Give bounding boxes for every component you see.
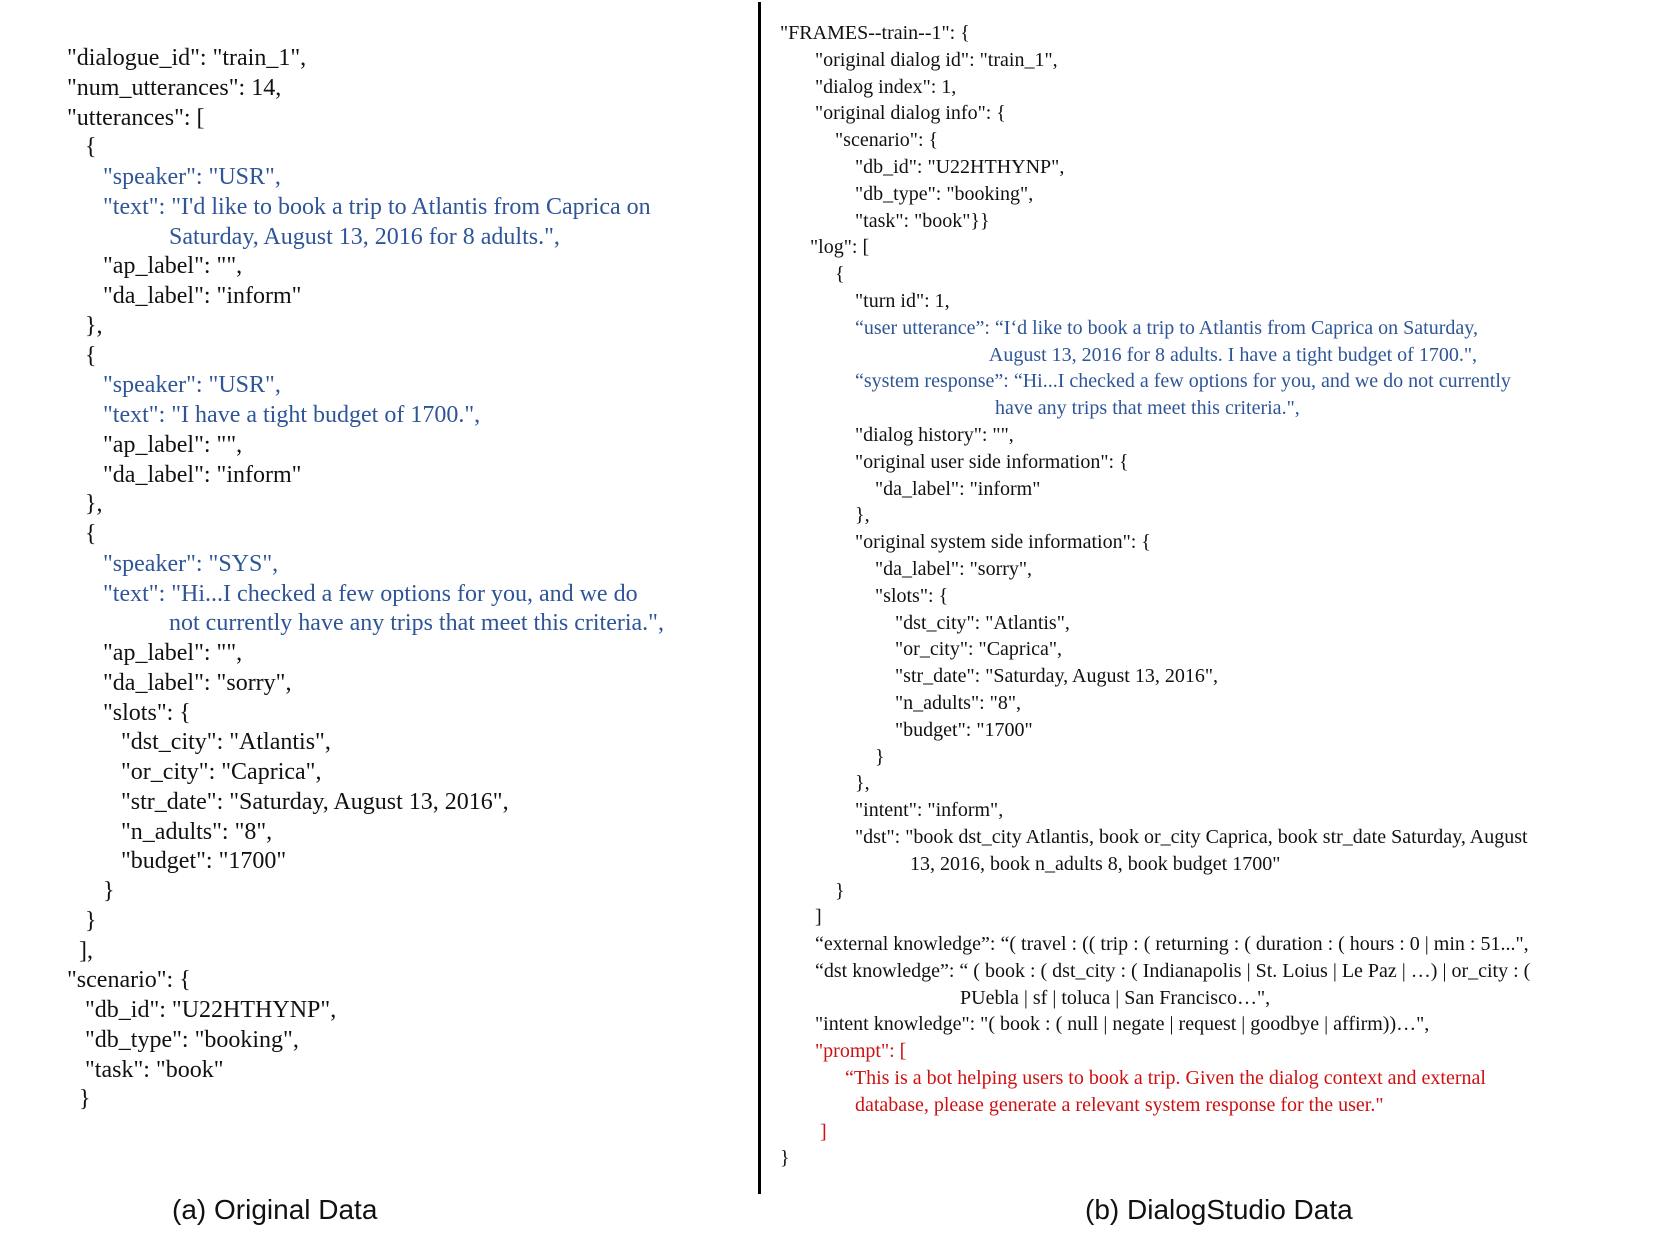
- code-line: "da_label": "inform": [780, 477, 1041, 500]
- code-line: {: [67, 342, 97, 369]
- code-line: "text": "I'd like to book a trip to Atlantis from Caprica on: [67, 193, 651, 220]
- code-line: }: [780, 879, 845, 902]
- code-line: "budget": "1700": [780, 718, 1033, 741]
- code-line: "original dialog id": "train_1",: [780, 48, 1058, 71]
- code-line: have any trips that meet this criteria.",: [780, 397, 1300, 420]
- code-line: ]: [780, 906, 822, 929]
- code-line: "text": "Hi...I checked a few options for you, and we do: [67, 580, 638, 607]
- code-line: ]: [780, 1120, 827, 1143]
- code-line: "str_date": "Saturday, August 13, 2016",: [67, 788, 509, 815]
- code-line: “external knowledge”: “( travel : (( trip : ( returning : ( duration : ( hours : 0 | min : 51...",: [780, 933, 1529, 956]
- code-line: not currently have any trips that meet this criteria.",: [67, 610, 664, 637]
- code-line: "dialog history": "",: [780, 423, 1014, 446]
- dialogstudio-data-code: [780, 20, 1530, 1172]
- code-line: "prompt": [: [780, 1040, 907, 1063]
- code-line: “system response”: “Hi...I checked a few options for you, and we do not currently: [780, 370, 1511, 393]
- code-line: "n_adults": "8",: [67, 818, 273, 845]
- code-line: "turn id": 1,: [780, 289, 950, 312]
- code-line: "da_label": "sorry",: [780, 557, 1033, 580]
- code-line: "original user side information": {: [780, 450, 1129, 473]
- code-line: "dst_city": "Atlantis",: [67, 729, 331, 756]
- code-line: “dst knowledge”: “ ( book : ( dst_city : ( Indianapolis | St. Loius | Le Paz | …) | or_city : (: [780, 959, 1531, 982]
- code-line: "da_label": "inform": [67, 283, 302, 309]
- code-line: "text": "I have a tight budget of 1700.",: [67, 402, 481, 428]
- code-line: {: [67, 134, 97, 161]
- code-line: “user utterance”: “I‘d like to book a trip to Atlantis from Caprica on Saturday,: [780, 316, 1478, 339]
- code-line: "dst": "book dst_city Atlantis, book or_city Caprica, book str_date Saturday, August: [780, 825, 1528, 848]
- code-line: "ap_label": "",: [67, 640, 243, 666]
- code-line: }: [67, 878, 115, 904]
- code-line: "slots": {: [780, 584, 949, 607]
- code-line: "intent knowledge": "( book : ( null | negate | request | goodbye | affirm))…",: [780, 1013, 1430, 1036]
- code-line: "ap_label": "",: [67, 431, 243, 458]
- code-line: "intent": "inform",: [780, 799, 1004, 822]
- code-line: "num_utterances": 14,: [67, 74, 282, 101]
- code-line: },: [67, 312, 103, 339]
- code-line: "or_city": "Caprica",: [67, 759, 322, 785]
- code-line: }: [67, 907, 97, 934]
- code-line: "ap_label": "",: [67, 253, 243, 280]
- caption-original-data: (a) Original Data: [172, 1194, 378, 1225]
- code-line: "task": "book": [67, 1056, 224, 1083]
- code-line: "budget": "1700": [67, 848, 287, 875]
- code-line: "speaker": "USR",: [67, 372, 281, 399]
- code-line: "scenario": {: [780, 129, 939, 152]
- code-line: "utterances": [: [67, 104, 205, 131]
- code-line: "dst_city": "Atlantis",: [780, 611, 1070, 634]
- code-line: {: [67, 521, 97, 547]
- code-line: August 13, 2016 for 8 adults. I have a tight budget of 1700.",: [780, 343, 1477, 366]
- code-line: "n_adults": "8",: [780, 691, 1021, 714]
- code-line: 13, 2016, book n_adults 8, book budget 1700": [780, 852, 1281, 875]
- code-line: "original system side information": {: [780, 531, 1151, 554]
- code-line: "db_id": "U22HTHYNP",: [67, 997, 337, 1023]
- code-line: "da_label": "inform": [67, 461, 302, 488]
- code-line: "db_type": "booking",: [67, 1026, 299, 1053]
- code-line: }: [67, 1086, 91, 1113]
- code-line: Saturday, August 13, 2016 for 8 adults.",: [67, 223, 560, 250]
- code-line: "str_date": "Saturday, August 13, 2016",: [780, 665, 1218, 688]
- code-line: },: [780, 772, 870, 795]
- code-line: "db_type": "booking",: [780, 182, 1034, 205]
- code-line: }: [780, 745, 885, 768]
- code-line: {: [780, 263, 845, 286]
- panel-divider: [758, 2, 761, 1194]
- code-line: "task": "book"}}: [780, 209, 990, 232]
- code-line: "original dialog info": {: [780, 102, 1006, 125]
- code-line: "speaker": "SYS",: [67, 550, 279, 577]
- dialogstudio-data-panel: [762, 0, 1661, 1247]
- code-line: ],: [67, 937, 93, 964]
- original-data-code: [67, 44, 664, 1115]
- code-line: "db_id": "U22HTHYNP",: [780, 155, 1065, 178]
- code-line: "or_city": "Caprica",: [780, 638, 1063, 661]
- code-line: "dialogue_id": "train_1",: [67, 45, 307, 71]
- code-line: "FRAMES--train--1": {: [780, 22, 970, 44]
- code-line: "dialog index": 1,: [780, 75, 957, 98]
- code-line: },: [67, 491, 103, 518]
- code-line: },: [780, 504, 870, 527]
- caption-dialogstudio-data: (b) DialogStudio Data: [1085, 1194, 1353, 1225]
- code-line: PUebla | sf | toluca | San Francisco…",: [780, 986, 1271, 1009]
- code-line: "scenario": {: [67, 967, 191, 994]
- code-line: }: [780, 1147, 790, 1170]
- code-line: "da_label": "sorry",: [67, 669, 292, 696]
- original-data-panel: [0, 0, 755, 1247]
- code-line: "slots": {: [67, 699, 191, 726]
- code-line: "speaker": "USR",: [67, 164, 281, 190]
- code-line: "log": [: [780, 236, 870, 259]
- code-line: “This is a bot helping users to book a trip. Given the dialog context and external: [780, 1067, 1486, 1090]
- code-line: database, please generate a relevant system response for the user.": [780, 1093, 1384, 1116]
